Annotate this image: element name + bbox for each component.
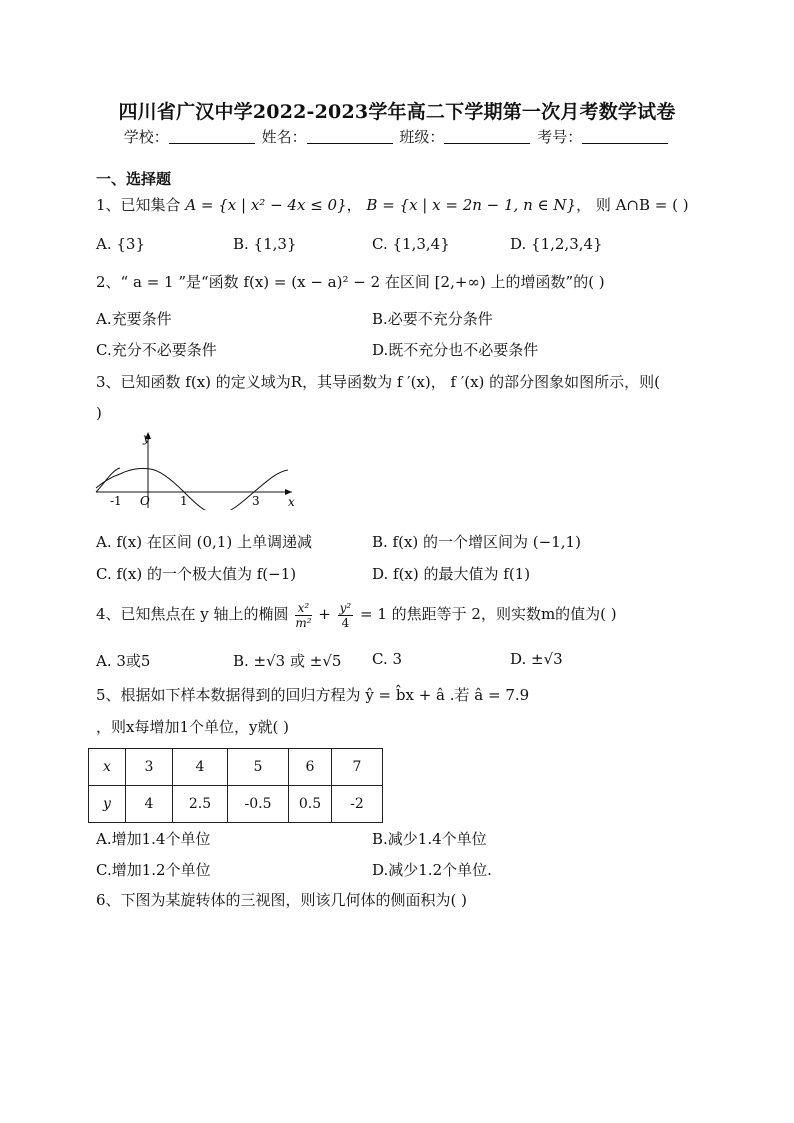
table-row xyxy=(89,786,383,823)
table-cell: 4 xyxy=(126,786,173,823)
table-row xyxy=(89,749,383,786)
exam-number-label: 考号： xyxy=(537,128,583,146)
tick-label-3: 3 xyxy=(252,494,260,508)
q4-frac2-den: 4 xyxy=(341,615,350,630)
table-cell: 0.5 xyxy=(289,786,332,823)
class-blank[interactable] xyxy=(444,129,530,144)
q3-option-b[interactable]: B. f(x) 的一个增区间为 (−1,1) xyxy=(372,533,581,551)
question-4 xyxy=(96,597,617,631)
q1-set-b: B = {x | x = 2n − 1, n ∈ N} xyxy=(366,196,577,214)
question-2: 2、“ a = 1 ”是“函数 f(x) = (x − a)² − 2 在区间 [2,+∞) 上的增函数”的( ) xyxy=(96,273,605,291)
table-cell: 2.5 xyxy=(173,786,228,823)
table-cell: 5 xyxy=(228,749,289,786)
q1-lead: 1、已知集合 xyxy=(96,196,186,214)
q1-option-c[interactable]: C. {1,3,4} xyxy=(372,235,450,253)
q4-fraction-y xyxy=(338,601,354,630)
q5-option-a[interactable]: A.增加1.4个单位 xyxy=(96,830,211,848)
sample-data-table xyxy=(88,748,383,823)
q1-option-a[interactable]: A. {3} xyxy=(96,235,145,253)
q4-fraction-x xyxy=(295,601,311,630)
q3-option-c[interactable]: C. f(x) 的一个极大值为 f(−1) xyxy=(96,565,297,583)
table-cell: 3 xyxy=(126,749,173,786)
table-cell: y xyxy=(89,786,126,823)
q2-option-b[interactable]: B.必要不充分条件 xyxy=(372,310,493,328)
q5-option-b[interactable]: B.减少1.4个单位 xyxy=(372,830,487,848)
q1-option-b[interactable]: B. {1,3} xyxy=(233,235,297,253)
y-axis-label: y xyxy=(143,431,150,445)
table-cell: -2 xyxy=(332,786,383,823)
q5-option-d[interactable]: D.减少1.2个单位. xyxy=(372,861,492,879)
q4-option-d[interactable]: D. ±√3 xyxy=(510,650,563,668)
q4-option-c[interactable]: C. 3 xyxy=(372,650,403,668)
table-cell: 6 xyxy=(289,749,332,786)
x-axis-label: x xyxy=(288,495,295,509)
q1-set-a: A = {x | x² − 4x ≤ 0} xyxy=(185,196,347,214)
question-6: 6、下图为某旋转体的三视图，则该几何体的侧面积为( ) xyxy=(96,891,468,909)
exam-number-blank[interactable] xyxy=(582,129,668,144)
q4-option-a[interactable]: A. 3或5 xyxy=(96,652,151,670)
q4-frac2-num: y² xyxy=(339,600,352,615)
class-label: 班级： xyxy=(399,128,445,146)
question-5-line1: 5、根据如下样本数据得到的回归方程为 ŷ = b̂x + â .若 â = 7.9 xyxy=(96,686,530,704)
student-info-line xyxy=(0,126,794,147)
q1-option-d[interactable]: D. {1,2,3,4} xyxy=(510,235,603,253)
q3-option-a[interactable]: A. f(x) 在区间 (0,1) 上单调递减 xyxy=(96,533,312,551)
q4-lead: 4、已知焦点在 y 轴上的椭圆 xyxy=(96,605,294,623)
q4-tail: = 1 的焦距等于 2，则实数m的值为( ) xyxy=(355,605,617,623)
q4-option-b[interactable]: B. ±√3 或 ±√5 xyxy=(233,652,342,670)
q2-option-a[interactable]: A.充要条件 xyxy=(96,310,172,328)
table-cell: 7 xyxy=(332,749,383,786)
q5-option-c[interactable]: C.增加1.2个单位 xyxy=(96,861,211,879)
q1-tail: ， 则 A∩B = ( ) xyxy=(576,196,689,214)
name-blank[interactable] xyxy=(307,129,393,144)
school-label: 学校： xyxy=(123,128,169,146)
school-blank[interactable] xyxy=(169,129,255,144)
table-cell: -0.5 xyxy=(228,786,289,823)
q4-frac1-den: m² xyxy=(295,615,312,630)
q3-option-d[interactable]: D. f(x) 的最大值为 f(1) xyxy=(372,565,531,583)
q4-frac1-num: x² xyxy=(295,601,311,616)
section-heading: 一、选择题 xyxy=(96,170,172,188)
name-label: 姓名： xyxy=(261,128,307,146)
q1-sep: ， xyxy=(346,196,367,214)
q2-option-d[interactable]: D.既不充分也不必要条件 xyxy=(372,341,539,359)
question-3-line2: ) xyxy=(96,404,102,422)
q4-plus: + xyxy=(313,605,336,623)
table-cell: 4 xyxy=(173,749,228,786)
tick-label-neg1: -1 xyxy=(110,494,122,508)
question-1 xyxy=(96,195,689,215)
origin-label: O xyxy=(140,494,150,508)
exam-title: 四川省广汉中学2022-2023学年高二下学期第一次月考数学试卷 xyxy=(118,101,676,123)
tick-label-1: 1 xyxy=(180,494,188,508)
table-cell: x xyxy=(89,749,126,786)
q2-option-c[interactable]: C.充分不必要条件 xyxy=(96,341,217,359)
question-3-line1: 3、已知函数 f(x) 的定义域为R，其导函数为 f ′(x)， f ′(x) 的部分图象如图所示，则( xyxy=(96,373,661,391)
question-5-line2: ，则x每增加1个单位，y就( ) xyxy=(96,718,289,736)
derivative-graph xyxy=(94,428,300,510)
